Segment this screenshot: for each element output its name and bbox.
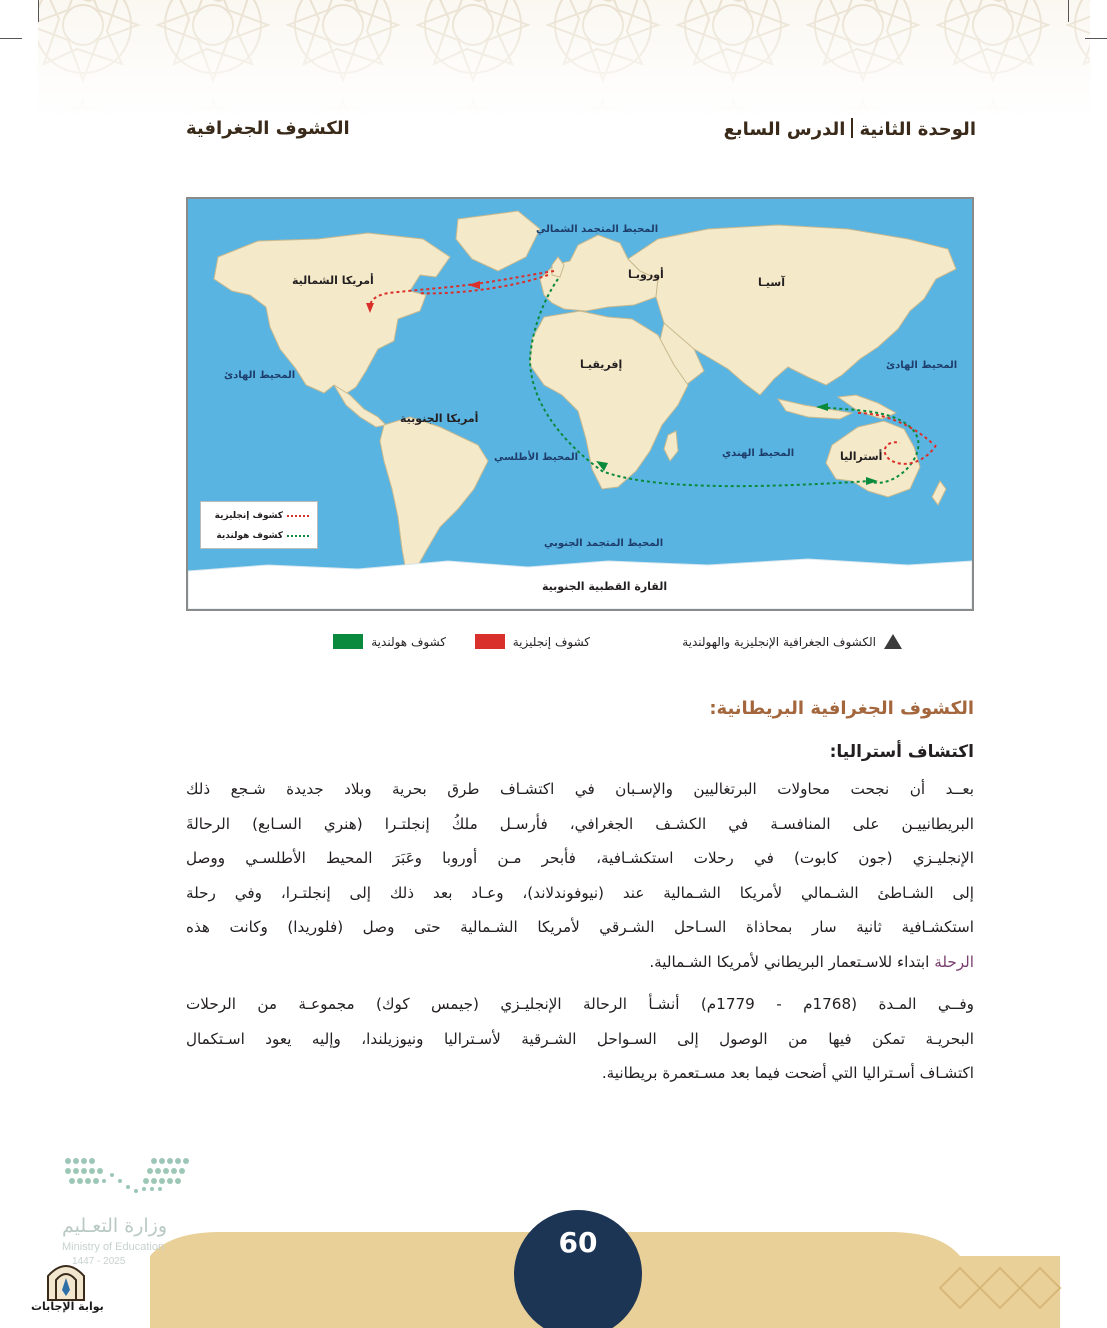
caption-title [682,634,902,649]
english-route-arrow-icon [287,515,309,517]
section-title: الكشوف الجغرافية البريطانية: [709,698,974,719]
header-unit-lesson [724,118,976,140]
label-atlantic-ocean: المحيط الأطلسي [494,452,579,463]
paragraph-2 [186,987,974,1091]
page-header [186,118,976,146]
world-map [186,197,974,611]
label-africa: إفريقيـا [580,358,623,371]
label-australia: أستراليا [840,450,883,463]
map-legend [200,501,318,549]
decorative-header-pattern [38,0,1090,118]
header-lesson: الدرس السابع [723,119,846,140]
crop-mark [1068,0,1069,22]
edition-year: 2025 - 1447 [72,1256,126,1267]
header-topic: الكشوف الجغرافية [186,118,350,139]
label-antarctica: القارة القطبية الجنوبية [542,580,668,593]
paragraph-1-line [186,945,974,980]
caption-dutch-label: كشوف هولندية [371,634,446,649]
map-legend-dutch-label: كشوف هولندية [216,531,283,541]
section-subtitle: اكتشاف أستراليا: [829,742,974,762]
label-asia: آسيـا [758,276,785,289]
dutch-route-arrow-icon [287,535,309,537]
ministry-logo [58,1153,203,1263]
label-europe: أوروبـا [628,268,664,281]
ministry-dots-icon [58,1153,203,1213]
page-number: 60 [514,1210,642,1328]
paragraph-1-line: إلى الشـاطئ الشـمالي لأمريكا الشـمالية عند (نيوفوندلاند)، وعـاد بعد ذلك إلى إنجلتـرا، وفي رحلة [186,883,974,902]
crop-mark [38,0,39,22]
paragraph-2-line: وفــي المـدة (1768م - 1779م) أنشـأ الرحالة الإنجليـزي (جيمس كوك) مجموعـة من الرحلات [186,995,974,1013]
map-figure-icon [884,634,902,649]
paragraph-1-line-rest: ابتداء للاسـتعمار البريطاني لأمريكا الشـمالية. [649,952,930,971]
paragraph-1-accent: الرحلة [934,952,974,971]
paragraph-1-line: الإنجليـزي (جون كابوت) في رحلات استكشـافية، فأبحر مـن أوروبا وعَبَرَ المحيط الأطلسـي ووصل [186,849,974,867]
caption-title-text: الكشوف الجغرافية الإنجليزية والهولندية [682,634,876,649]
english-swatch [475,634,505,649]
crop-mark [0,38,22,39]
paragraph-1-line: بعــد أن نجحت محاولات البرتغاليين والإسـبان في اكتشـاف طرق بحرية وبلاد جديدة شـجع ذلك [186,780,974,798]
crop-mark [1085,38,1107,39]
portal-arch-icon [30,1258,102,1302]
caption-english-label: كشوف إنجليزية [512,634,590,649]
paragraph-2-line: اكتشـاف أسـتراليا التي أضحت فيما بعد مسـتعمرة بريطانية. [601,1064,974,1082]
paragraph-1-line: البريطانييـن على المنافسـة في الكشـف الجغرافي، فأرسـل ملكُ إنجلتـرا (هنري السـابع) الرحالةَ [186,814,974,833]
caption-english [475,634,590,649]
answers-portal-name: بوابة الإجابات [31,1300,104,1313]
label-pacific-ocean-west: المحيط الهادئ [224,370,296,381]
label-indian-ocean: المحيط الهندي [722,448,795,459]
paragraph-1 [186,772,974,979]
label-pacific-ocean-east: المحيط الهادئ [886,360,958,371]
header-unit: الوحدة الثانية [859,119,976,140]
ministry-name-en: Ministry of Education [62,1241,165,1253]
ministry-name-ar: وزارة التعـليم [62,1215,168,1237]
map-caption [186,634,902,654]
label-north-america: أمريكا الشمالية [292,274,374,287]
header-separator [851,118,853,138]
map-legend-english [215,511,309,521]
caption-dutch [333,634,446,649]
paragraph-2-line: البحريـة تمكن فيها من الوصول إلى السـواحل الشـرقية لأسـتراليا ونيوزيلندا، وإليه يعود اسـتكمال [186,1029,974,1048]
paragraph-1-line: استكشـافية ثانية سار بمحاذاة السـاحل الشـرقي لأمريكا الشـمالية حتى وصل (فلوريدا) وكانت هذه [186,918,974,936]
dutch-swatch [333,634,363,649]
map-legend-dutch [216,531,309,541]
label-arctic-ocean: المحيط المتجمد الشمالي [536,224,659,235]
label-southern-ocean: المحيط المتجمد الجنوبي [544,538,664,549]
label-south-america: أمريكا الجنوبية [400,412,479,425]
map-legend-english-label: كشوف إنجليزية [214,511,283,521]
